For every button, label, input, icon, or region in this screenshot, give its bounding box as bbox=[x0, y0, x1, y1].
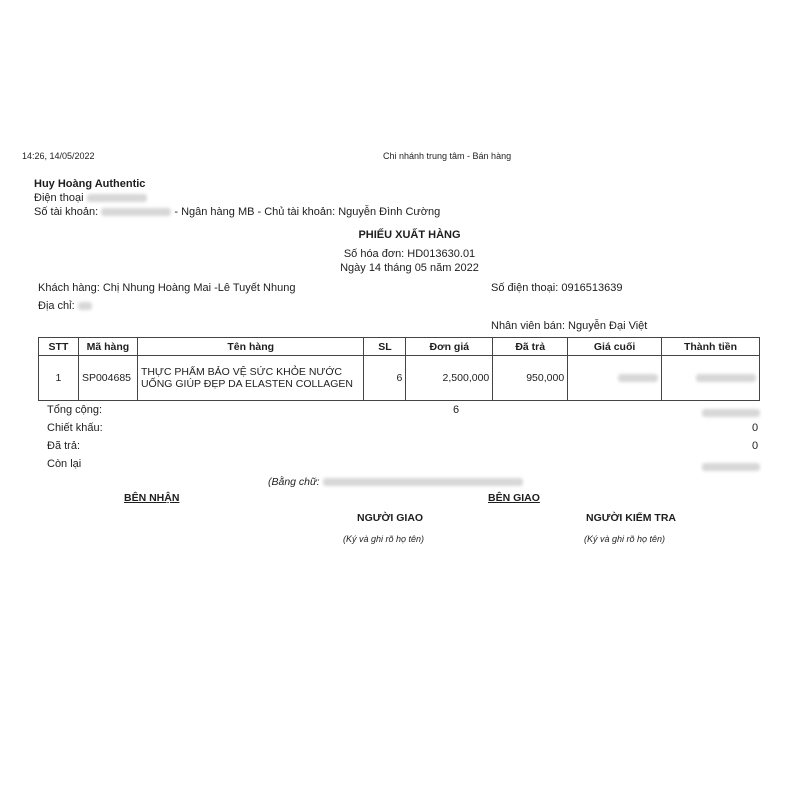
redacted-in-words bbox=[323, 478, 523, 486]
items-table bbox=[38, 337, 760, 401]
redacted-account bbox=[101, 208, 171, 216]
deliverer-sign-note: (Ký và ghi rõ họ tên) bbox=[343, 534, 425, 544]
customer-address bbox=[38, 300, 92, 312]
col-header-stt: STT bbox=[39, 338, 79, 356]
branch-name: Chi nhánh trung tâm - Bán hàng bbox=[383, 151, 512, 161]
account-label: Số tài khoản: bbox=[34, 206, 99, 218]
cell-qty: 6 bbox=[364, 356, 406, 401]
receiver-heading: BÊN NHẬN bbox=[124, 492, 180, 504]
store-name: Huy Hoàng Authentic bbox=[34, 178, 146, 190]
redacted-phone bbox=[87, 194, 147, 202]
cell-final-price bbox=[568, 356, 662, 401]
discount-label: Chiết khấu: bbox=[47, 422, 103, 434]
cell-stt: 1 bbox=[39, 356, 79, 401]
redacted-amount bbox=[696, 374, 756, 382]
total-label: Tổng cộng: bbox=[47, 404, 103, 416]
paid-value: 0 bbox=[752, 440, 759, 452]
redacted-address bbox=[78, 302, 92, 310]
total-quantity: 6 bbox=[453, 404, 460, 416]
customer-phone: Số điện thoại: 0916513639 bbox=[491, 282, 623, 294]
sales-staff: Nhân viên bán: Nguyễn Đại Việt bbox=[491, 320, 648, 332]
cell-amount bbox=[662, 356, 760, 401]
col-header-name: Tên hàng bbox=[137, 338, 364, 356]
table-header-row bbox=[39, 338, 760, 356]
cell-code: SP004685 bbox=[78, 356, 137, 401]
address-label: Địa chỉ: bbox=[38, 300, 75, 312]
invoice-number: Số hóa đơn: HD013630.01 bbox=[343, 248, 476, 260]
col-header-amount: Thành tiền bbox=[662, 338, 760, 356]
col-header-code: Mã hàng bbox=[78, 338, 137, 356]
col-header-paid: Đã trả bbox=[493, 338, 568, 356]
account-bank: - Ngân hàng MB - Chủ tài khoản: Nguyễn Đình Cường bbox=[174, 206, 441, 218]
redacted-total-amount bbox=[702, 409, 760, 417]
store-account-line bbox=[34, 206, 440, 218]
phone-label: Điện thoại bbox=[34, 192, 84, 204]
document-title: PHIẾU XUẤT HÀNG bbox=[358, 229, 461, 241]
customer-name: Khách hàng: Chị Nhung Hoàng Mai -Lê Tuyết Nhung bbox=[38, 282, 296, 294]
store-phone-label bbox=[34, 192, 147, 204]
discount-value: 0 bbox=[752, 422, 759, 434]
redacted-remaining bbox=[702, 463, 760, 471]
deliverer-heading: NGƯỜI GIAO bbox=[357, 512, 424, 524]
in-words-label: (Bằng chữ: bbox=[268, 476, 320, 488]
amount-in-words bbox=[268, 476, 523, 488]
table-row bbox=[39, 356, 760, 401]
col-header-qty: SL bbox=[364, 338, 406, 356]
col-header-unit-price: Đơn giá bbox=[406, 338, 493, 356]
col-header-final-price: Giá cuối bbox=[568, 338, 662, 356]
invoice-date: Ngày 14 tháng 05 năm 2022 bbox=[340, 262, 479, 274]
redacted-final-price bbox=[618, 374, 658, 382]
paid-label: Đã trả: bbox=[47, 440, 81, 452]
print-timestamp: 14:26, 14/05/2022 bbox=[22, 151, 95, 161]
sender-heading: BÊN GIAO bbox=[488, 492, 540, 504]
remaining-label: Còn lại bbox=[47, 458, 82, 470]
checker-heading: NGƯỜI KIỂM TRA bbox=[586, 512, 676, 524]
cell-unit-price: 2,500,000 bbox=[406, 356, 493, 401]
cell-name: THỰC PHẨM BẢO VỆ SỨC KHỎE NƯỚC UỐNG GIÚP ĐẸP DA ELASTEN COLLAGEN bbox=[137, 356, 364, 401]
checker-sign-note: (Ký và ghi rõ họ tên) bbox=[584, 534, 666, 544]
cell-paid: 950,000 bbox=[493, 356, 568, 401]
